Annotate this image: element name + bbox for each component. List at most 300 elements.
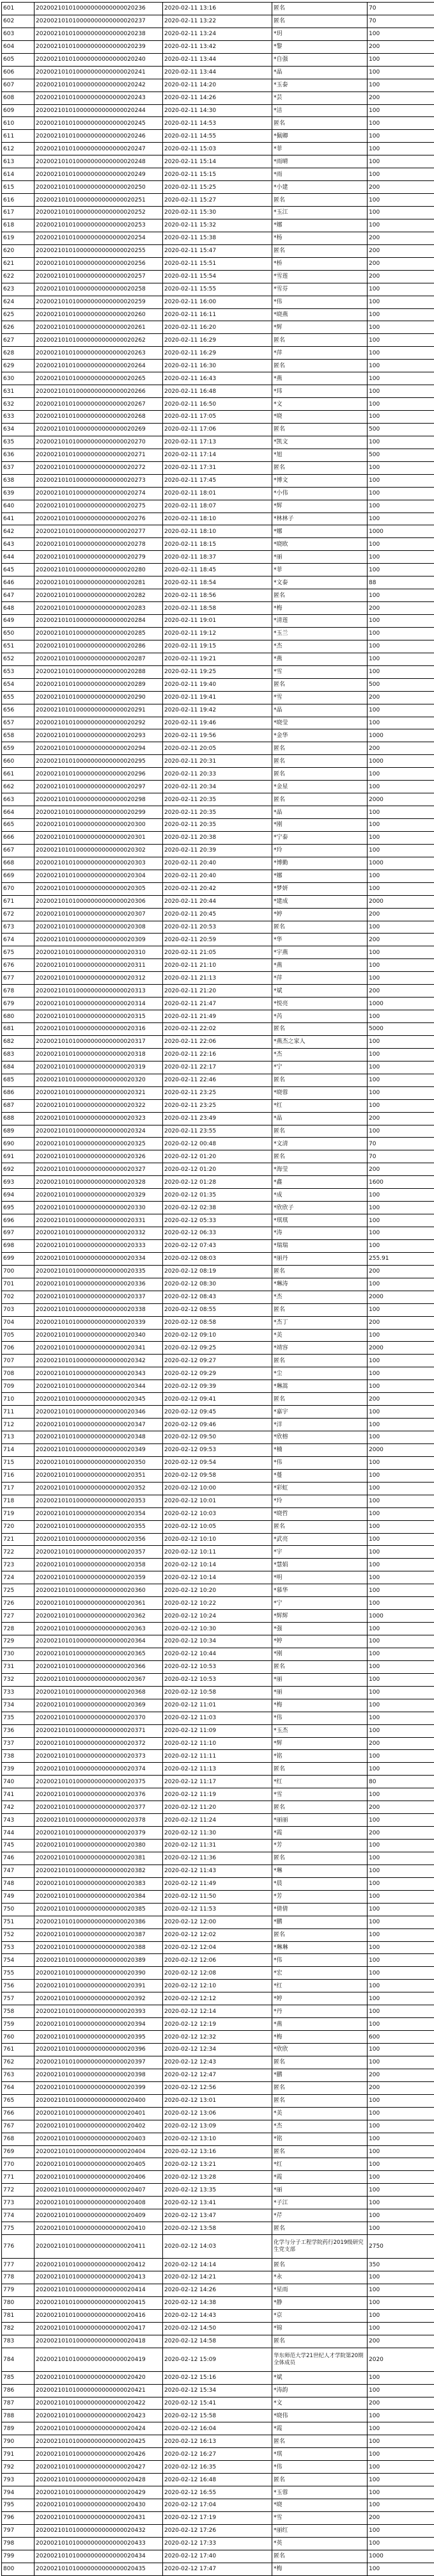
cell-time: 2020-02-12 10:10 [163, 1533, 272, 1546]
cell-order-id: 202002101010000000000000020322 [35, 1099, 163, 1112]
cell-time: 2020-02-11 16:50 [163, 398, 272, 411]
cell-order-id: 202002101010000000000000020389 [35, 1954, 163, 1967]
cell-index: 704 [2, 1316, 35, 1329]
cell-amount: 100 [368, 2284, 434, 2296]
cell-amount: 100 [368, 1431, 434, 1444]
cell-order-id: 202002101010000000000000020242 [35, 79, 163, 91]
cell-order-id: 202002101010000000000000020337 [35, 1291, 163, 1303]
table-row [2, 998, 434, 1010]
cell-order-id: 202002101010000000000000020338 [35, 1303, 163, 1316]
cell-order-id: 202002101010000000000000020372 [35, 1737, 163, 1750]
cell-amount: 100 [368, 665, 434, 678]
table-row [2, 1419, 434, 1431]
table-row [2, 1737, 434, 1750]
cell-index: 774 [2, 2209, 35, 2222]
table-row [2, 2107, 434, 2120]
cell-order-id: 202002101010000000000000020355 [35, 1520, 163, 1533]
table-row [2, 2397, 434, 2410]
cell-time: 2020-02-12 12:10 [163, 1980, 272, 1992]
table-row [2, 1163, 434, 1176]
table-row [2, 2197, 434, 2209]
cell-donor: *梅 [272, 602, 368, 615]
cell-amount: 100 [368, 1419, 434, 1431]
cell-amount: 200 [368, 1737, 434, 1750]
table-row [2, 882, 434, 895]
table-row [2, 2271, 434, 2284]
cell-order-id: 202002101010000000000000020413 [35, 2271, 163, 2284]
cell-order-id: 202002101010000000000000020312 [35, 972, 163, 985]
cell-index: 680 [2, 1010, 35, 1023]
cell-amount: 100 [368, 155, 434, 168]
table-row [2, 1559, 434, 1571]
table-row [2, 525, 434, 538]
cell-time: 2020-02-12 12:14 [163, 2005, 272, 2018]
cell-order-id: 202002101010000000000000020310 [35, 946, 163, 959]
cell-index: 799 [2, 2550, 35, 2563]
cell-time: 2020-02-12 15:09 [163, 2348, 272, 2371]
cell-donor: 匿名 [272, 360, 368, 372]
cell-index: 732 [2, 1673, 35, 1686]
table-row [2, 908, 434, 921]
cell-amount: 100 [368, 308, 434, 321]
cell-order-id: 202002101010000000000000020330 [35, 1202, 163, 1214]
cell-amount: 100 [368, 1864, 434, 1877]
cell-index: 773 [2, 2197, 35, 2209]
table-row [2, 2031, 434, 2044]
cell-donor: *美 [272, 2107, 368, 2120]
cell-index: 699 [2, 1252, 35, 1265]
cell-order-id: 202002101010000000000000020258 [35, 283, 163, 296]
cell-time: 2020-02-11 18:01 [163, 487, 272, 500]
cell-amount: 2000 [368, 793, 434, 806]
cell-index: 679 [2, 998, 35, 1010]
table-row [2, 53, 434, 66]
cell-order-id: 202002101010000000000000020245 [35, 117, 163, 130]
table-row [2, 564, 434, 576]
cell-order-id: 202002101010000000000000020314 [35, 998, 163, 1010]
cell-amount: 2020 [368, 2348, 434, 2371]
cell-time: 2020-02-11 20:35 [163, 793, 272, 806]
cell-amount: 100 [368, 474, 434, 487]
cell-donor: 匿名 [272, 2056, 368, 2069]
cell-time: 2020-02-11 23:49 [163, 1112, 272, 1125]
cell-time: 2020-02-12 13:01 [163, 2094, 272, 2107]
cell-order-id: 202002101010000000000000020373 [35, 1750, 163, 1763]
table-row [2, 755, 434, 768]
cell-donor: *慕华 [272, 1584, 368, 1597]
cell-donor: *洁 [272, 104, 368, 117]
cell-donor: *成 [272, 1189, 368, 1202]
cell-donor: *鑫 [272, 1176, 368, 1189]
cell-order-id: 202002101010000000000000020276 [35, 513, 163, 525]
cell-time: 2020-02-12 11:24 [163, 1814, 272, 1827]
cell-index: 614 [2, 168, 35, 181]
cell-index: 666 [2, 831, 35, 844]
cell-time: 2020-02-11 18:58 [163, 602, 272, 615]
cell-amount: 70 [368, 15, 434, 28]
table-row [2, 2486, 434, 2499]
cell-donor: *丽 [272, 2184, 368, 2197]
cell-index: 743 [2, 1814, 35, 1827]
cell-order-id: 202002101010000000000000020252 [35, 207, 163, 219]
cell-time: 2020-02-12 10:00 [163, 1482, 272, 1495]
cell-amount: 100 [368, 1533, 434, 1546]
cell-amount: 1000 [368, 1610, 434, 1623]
cell-donor: *靖容 [272, 1342, 368, 1355]
cell-index: 756 [2, 1980, 35, 1992]
cell-order-id: 202002101010000000000000020342 [35, 1355, 163, 1367]
table-row [2, 627, 434, 640]
cell-order-id: 202002101010000000000000020419 [35, 2348, 163, 2371]
cell-amount: 200 [368, 257, 434, 270]
cell-time: 2020-02-12 12:02 [163, 1928, 272, 1941]
table-row [2, 1010, 434, 1023]
cell-index: 687 [2, 1099, 35, 1112]
cell-donor: 化学与分子工程学院药行2019级研究生党支部 [272, 2235, 368, 2259]
cell-amount: 2750 [368, 2235, 434, 2259]
cell-index: 658 [2, 729, 35, 742]
cell-amount: 100 [368, 1227, 434, 1240]
cell-time: 2020-02-11 20:53 [163, 921, 272, 934]
cell-amount: 70 [368, 1138, 434, 1150]
cell-donor: *文泰 [272, 576, 368, 589]
cell-index: 623 [2, 283, 35, 296]
table-row [2, 1699, 434, 1712]
cell-amount: 200 [368, 232, 434, 244]
cell-donor: *海莹 [272, 1163, 368, 1176]
cell-amount: 100 [368, 1329, 434, 1342]
cell-index: 795 [2, 2499, 35, 2512]
cell-time: 2020-02-11 20:39 [163, 844, 272, 857]
table-row [2, 1035, 434, 1048]
cell-amount: 100 [368, 1648, 434, 1660]
table-row [2, 1597, 434, 1610]
cell-order-id: 202002101010000000000000020325 [35, 1138, 163, 1150]
cell-donor: *玉泰 [272, 79, 368, 91]
cell-index: 751 [2, 1916, 35, 1928]
cell-order-id: 202002101010000000000000020414 [35, 2284, 163, 2296]
table-row [2, 283, 434, 296]
cell-donor: 匿名 [272, 768, 368, 781]
cell-index: 616 [2, 194, 35, 207]
cell-time: 2020-02-12 09:50 [163, 1431, 272, 1444]
cell-amount: 100 [368, 436, 434, 449]
table-row [2, 1546, 434, 1559]
cell-order-id: 202002101010000000000000020347 [35, 1419, 163, 1431]
cell-time: 2020-02-12 05:33 [163, 1214, 272, 1227]
cell-donor: *燕 [272, 959, 368, 972]
cell-time: 2020-02-12 13:21 [163, 2158, 272, 2171]
cell-order-id: 202002101010000000000000020377 [35, 1801, 163, 1814]
cell-amount: 100 [368, 2044, 434, 2056]
cell-time: 2020-02-12 11:01 [163, 1699, 272, 1712]
cell-index: 612 [2, 143, 35, 155]
cell-order-id: 202002101010000000000000020400 [35, 2094, 163, 2107]
cell-order-id: 202002101010000000000000020299 [35, 806, 163, 819]
cell-donor: *丽 [272, 551, 368, 564]
cell-amount: 200 [368, 742, 434, 755]
cell-order-id: 202002101010000000000000020349 [35, 1443, 163, 1456]
cell-time: 2020-02-12 15:41 [163, 2397, 272, 2410]
cell-donor: *玲 [272, 1495, 368, 1507]
cell-amount: 100 [368, 1469, 434, 1482]
table-row [2, 398, 434, 411]
cell-donor: *红 [272, 1980, 368, 1992]
cell-index: 634 [2, 423, 35, 436]
table-row [2, 1584, 434, 1597]
table-row [2, 1890, 434, 1903]
cell-amount: 100 [368, 1635, 434, 1648]
cell-time: 2020-02-12 09:41 [163, 1393, 272, 1406]
cell-order-id: 202002101010000000000000020421 [35, 2384, 163, 2397]
cell-index: 707 [2, 1355, 35, 1367]
cell-order-id: 202002101010000000000000020434 [35, 2550, 163, 2563]
table-row [2, 2335, 434, 2348]
cell-donor: *娜 [272, 870, 368, 882]
cell-time: 2020-02-12 17:26 [163, 2524, 272, 2537]
cell-donor: *自强 [272, 53, 368, 66]
table-row [2, 1214, 434, 1227]
cell-order-id: 202002101010000000000000020324 [35, 1125, 163, 1138]
cell-order-id: 202002101010000000000000020420 [35, 2371, 163, 2384]
cell-time: 2020-02-11 19:15 [163, 640, 272, 653]
cell-donor: *小伟 [272, 487, 368, 500]
table-row [2, 1660, 434, 1673]
cell-index: 647 [2, 589, 35, 602]
cell-order-id: 202002101010000000000000020358 [35, 1559, 163, 1571]
cell-index: 604 [2, 40, 35, 53]
cell-amount: 100 [368, 627, 434, 640]
cell-time: 2020-02-11 15:38 [163, 232, 272, 244]
cell-index: 755 [2, 1967, 35, 1980]
cell-index: 631 [2, 385, 35, 398]
cell-index: 618 [2, 219, 35, 232]
cell-donor: *瑞瑞 [272, 1239, 368, 1252]
cell-amount: 1600 [368, 1176, 434, 1189]
cell-amount: 100 [368, 2107, 434, 2120]
cell-index: 624 [2, 296, 35, 308]
cell-amount: 100 [368, 2005, 434, 2018]
cell-time: 2020-02-12 15:58 [163, 2410, 272, 2422]
cell-time: 2020-02-11 19:46 [163, 717, 272, 729]
cell-time: 2020-02-12 01:20 [163, 1163, 272, 1176]
cell-donor: *玥 [272, 28, 368, 40]
cell-amount: 100 [368, 66, 434, 79]
cell-time: 2020-02-12 14:14 [163, 2259, 272, 2271]
cell-time: 2020-02-12 13:10 [163, 2133, 272, 2145]
cell-donor: 匿名 [272, 1265, 368, 1278]
table-row [2, 806, 434, 819]
cell-order-id: 202002101010000000000000020304 [35, 870, 163, 882]
table-row [2, 870, 434, 882]
cell-time: 2020-02-12 12:00 [163, 1916, 272, 1928]
cell-index: 775 [2, 2222, 35, 2235]
table-row [2, 653, 434, 665]
cell-amount: 100 [368, 1903, 434, 1916]
cell-amount: 200 [368, 2081, 434, 2094]
cell-amount: 100 [368, 1099, 434, 1112]
cell-order-id: 202002101010000000000000020336 [35, 1278, 163, 1291]
cell-amount: 350 [368, 2259, 434, 2271]
table-row [2, 66, 434, 79]
cell-order-id: 202002101010000000000000020291 [35, 704, 163, 717]
cell-index: 768 [2, 2133, 35, 2145]
cell-amount: 100 [368, 1928, 434, 1941]
cell-time: 2020-02-11 17:06 [163, 423, 272, 436]
cell-index: 670 [2, 882, 35, 895]
cell-index: 706 [2, 1342, 35, 1355]
cell-time: 2020-02-11 15:30 [163, 207, 272, 219]
cell-order-id: 202002101010000000000000020339 [35, 1316, 163, 1329]
cell-donor: *丹 [272, 2005, 368, 2018]
cell-amount: 100 [368, 283, 434, 296]
cell-donor: *涛韵 [272, 2384, 368, 2397]
cell-donor: *宁 [272, 1061, 368, 1074]
cell-donor: 匿名 [272, 1355, 368, 1367]
cell-donor: 匿名 [272, 1520, 368, 1533]
cell-index: 695 [2, 1202, 35, 1214]
table-row [2, 844, 434, 857]
cell-time: 2020-02-12 14:21 [163, 2271, 272, 2284]
cell-time: 2020-02-11 18:45 [163, 564, 272, 576]
cell-time: 2020-02-12 14:58 [163, 2335, 272, 2348]
cell-order-id: 202002101010000000000000020371 [35, 1724, 163, 1737]
cell-amount: 100 [368, 143, 434, 155]
cell-time: 2020-02-12 06:33 [163, 1227, 272, 1240]
cell-order-id: 202002101010000000000000020247 [35, 143, 163, 155]
cell-index: 760 [2, 2031, 35, 2044]
cell-order-id: 202002101010000000000000020352 [35, 1482, 163, 1495]
cell-time: 2020-02-11 20:33 [163, 768, 272, 781]
cell-time: 2020-02-12 12:19 [163, 2018, 272, 2031]
cell-amount: 2000 [368, 895, 434, 908]
cell-amount: 100 [368, 1852, 434, 1864]
cell-index: 708 [2, 1367, 35, 1380]
cell-order-id: 202002101010000000000000020385 [35, 1903, 163, 1916]
cell-index: 650 [2, 627, 35, 640]
cell-index: 765 [2, 2094, 35, 2107]
cell-donor: *鹏 [272, 1916, 368, 1928]
cell-index: 644 [2, 551, 35, 564]
cell-index: 740 [2, 1776, 35, 1788]
cell-amount: 200 [368, 244, 434, 257]
table-row [2, 2018, 434, 2031]
table-row [2, 2563, 434, 2575]
cell-time: 2020-02-11 13:22 [163, 15, 272, 28]
cell-amount: 100 [368, 2209, 434, 2222]
cell-index: 771 [2, 2171, 35, 2184]
table-row [2, 2235, 434, 2259]
cell-order-id: 202002101010000000000000020360 [35, 1584, 163, 1597]
cell-time: 2020-02-11 20:45 [163, 908, 272, 921]
cell-amount: 100 [368, 1406, 434, 1419]
cell-index: 759 [2, 2018, 35, 2031]
cell-time: 2020-02-11 16:43 [163, 372, 272, 385]
cell-amount: 100 [368, 1890, 434, 1903]
cell-time: 2020-02-12 12:06 [163, 1954, 272, 1967]
cell-time: 2020-02-12 12:12 [163, 1992, 272, 2005]
cell-donor: *武亮 [272, 1533, 368, 1546]
cell-index: 737 [2, 1737, 35, 1750]
cell-index: 749 [2, 1890, 35, 1903]
cell-donor: *琳涛 [272, 1278, 368, 1291]
cell-order-id: 202002101010000000000000020344 [35, 1380, 163, 1393]
table-row [2, 1776, 434, 1788]
cell-order-id: 202002101010000000000000020307 [35, 908, 163, 921]
cell-order-id: 202002101010000000000000020381 [35, 1852, 163, 1864]
cell-time: 2020-02-12 10:30 [163, 1623, 272, 1635]
cell-donor: *佩卿 [272, 130, 368, 143]
cell-order-id: 202002101010000000000000020350 [35, 1456, 163, 1469]
cell-donor: *晶 [272, 1112, 368, 1125]
cell-amount: 100 [368, 2371, 434, 2384]
cell-donor: *萍 [272, 972, 368, 985]
cell-amount: 500 [368, 678, 434, 691]
table-row [2, 487, 434, 500]
cell-order-id: 202002101010000000000000020319 [35, 1061, 163, 1074]
cell-time: 2020-02-12 10:22 [163, 1597, 272, 1610]
cell-time: 2020-02-12 08:03 [163, 1252, 272, 1265]
cell-donor: *红 [272, 1776, 368, 1788]
cell-index: 607 [2, 79, 35, 91]
cell-order-id: 202002101010000000000000020320 [35, 1074, 163, 1086]
cell-index: 728 [2, 1623, 35, 1635]
cell-order-id: 202002101010000000000000020261 [35, 321, 163, 334]
cell-order-id: 202002101010000000000000020357 [35, 1546, 163, 1559]
cell-amount: 100 [368, 717, 434, 729]
cell-index: 655 [2, 691, 35, 704]
table-row [2, 194, 434, 207]
cell-order-id: 202002101010000000000000020272 [35, 461, 163, 474]
cell-amount: 100 [368, 207, 434, 219]
cell-time: 2020-02-12 10:14 [163, 1571, 272, 1584]
cell-donor: *文 [272, 2397, 368, 2410]
cell-amount: 100 [368, 1916, 434, 1928]
cell-time: 2020-02-12 12:08 [163, 1967, 272, 1980]
cell-index: 649 [2, 615, 35, 628]
cell-time: 2020-02-12 16:27 [163, 2448, 272, 2461]
cell-index: 694 [2, 1189, 35, 1202]
cell-amount: 100 [368, 882, 434, 895]
cell-donor: *晓蓉 [272, 1086, 368, 1099]
table-row [2, 500, 434, 513]
cell-order-id: 202002101010000000000000020404 [35, 2145, 163, 2158]
cell-amount: 100 [368, 2524, 434, 2537]
cell-donor: *楠 [272, 1443, 368, 1456]
cell-time: 2020-02-12 13:41 [163, 2197, 272, 2209]
cell-donor: *雪 [272, 1788, 368, 1801]
cell-order-id: 202002101010000000000000020292 [35, 717, 163, 729]
cell-amount: 100 [368, 1482, 434, 1495]
cell-time: 2020-02-11 19:21 [163, 653, 272, 665]
cell-donor: 匿名 [272, 423, 368, 436]
cell-time: 2020-02-11 20:34 [163, 781, 272, 793]
cell-donor: *伟 [272, 1954, 368, 1967]
cell-donor: *慧娟 [272, 1559, 368, 1571]
cell-amount: 100 [368, 398, 434, 411]
cell-order-id: 202002101010000000000000020273 [35, 474, 163, 487]
cell-donor: *涛 [272, 1227, 368, 1240]
cell-time: 2020-02-12 12:56 [163, 2081, 272, 2094]
table-row [2, 2044, 434, 2056]
cell-order-id: 202002101010000000000000020254 [35, 232, 163, 244]
cell-time: 2020-02-11 14:26 [163, 91, 272, 104]
cell-amount: 1000 [368, 525, 434, 538]
cell-amount: 100 [368, 500, 434, 513]
cell-order-id: 202002101010000000000000020290 [35, 691, 163, 704]
table-row [2, 2461, 434, 2474]
cell-donor: *锦 [272, 2322, 368, 2335]
